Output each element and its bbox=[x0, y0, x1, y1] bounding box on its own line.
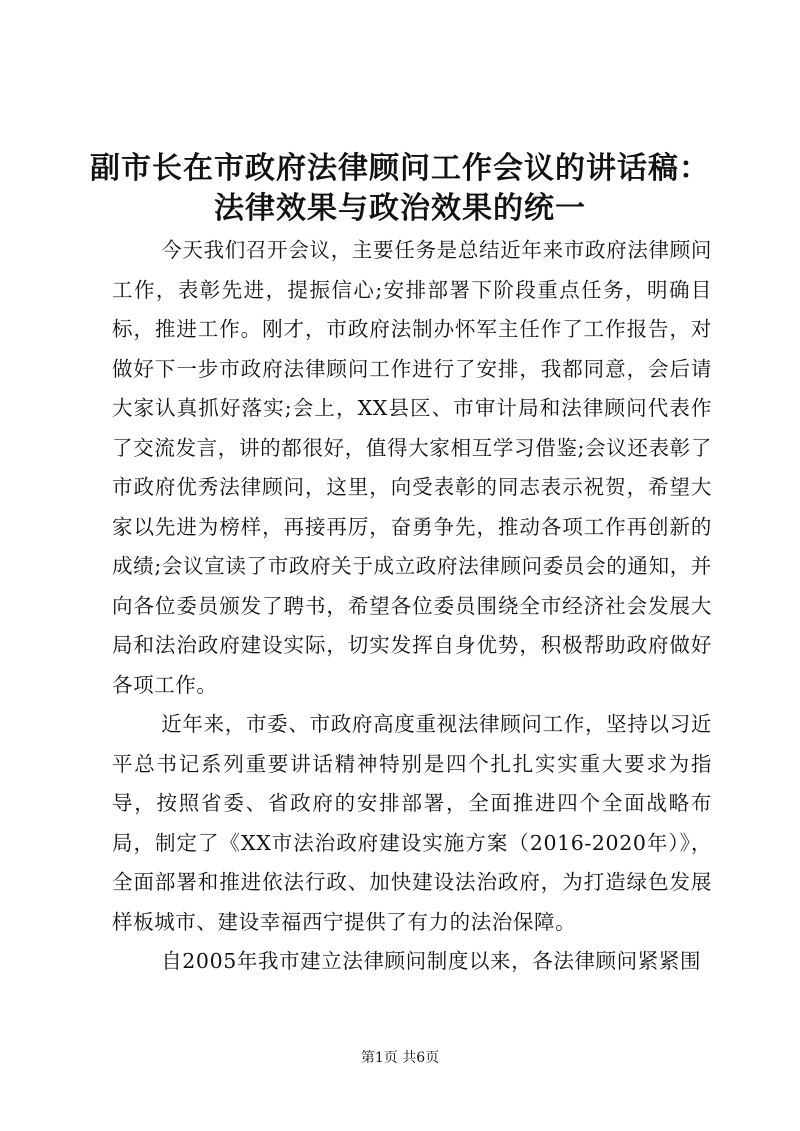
page-number-footer: 第1页 共6页 bbox=[360, 1050, 440, 1066]
paragraph-3: 自2005年我市建立法律顾问制度以来，各法律顾问紧紧围 bbox=[161, 949, 702, 973]
paragraph-1: 今天我们召开会议，主要任务是总结近年来市政府法律顾问工作，表彰先进，提振信心;安排部署下阶段重点任务，明确目标，推进工作。刚才，市政府法制办怀军主任作了工作报告，对做好下一步市政府法律顾问工作进行了安排，我都同意，会后请大家认真抓好落实;会上，XX县区、市审计局和法律顾问代表作了交流发言，讲的都很好，值得大家相互学习借鉴;会议还表彰了市政府优秀法律顾问，这里，向受表彰的同志表示祝贺，希望大家以先进为榜样，再接再厉，奋勇争先，推动各项工作再创新的成绩;会议宣读了市政府关于成立政府法律顾问委员会的通知，并向各位委员颁发了聘书，希望各位委员围绕全市经济社会发展大局和法治政府建设实际，切实发挥自身优势，积极帮助政府做好各项工作。 bbox=[112, 238, 712, 697]
paragraph-2: 近年来，市委、市政府高度重视法律顾问工作，坚持以习近平总书记系列重要讲话精神特别是四个扎扎实实重大要求为指导，按照省委、省政府的安排部署，全面推进四个全面战略布局，制定了《XX市法治政府建设实施方案（2016-2020年）》，全面部署和推进依法行政、加快建设法治政府，为打造绿色发展样板城市、建设幸福西宁提供了有力的法治保障。 bbox=[112, 712, 712, 934]
document-body bbox=[112, 231, 712, 982]
document-title-line-2: 法律效果与政治效果的统一 bbox=[214, 191, 586, 226]
document-title-line-1: 副市长在市政府法律顾问工作会议的讲话稿： bbox=[90, 151, 710, 186]
